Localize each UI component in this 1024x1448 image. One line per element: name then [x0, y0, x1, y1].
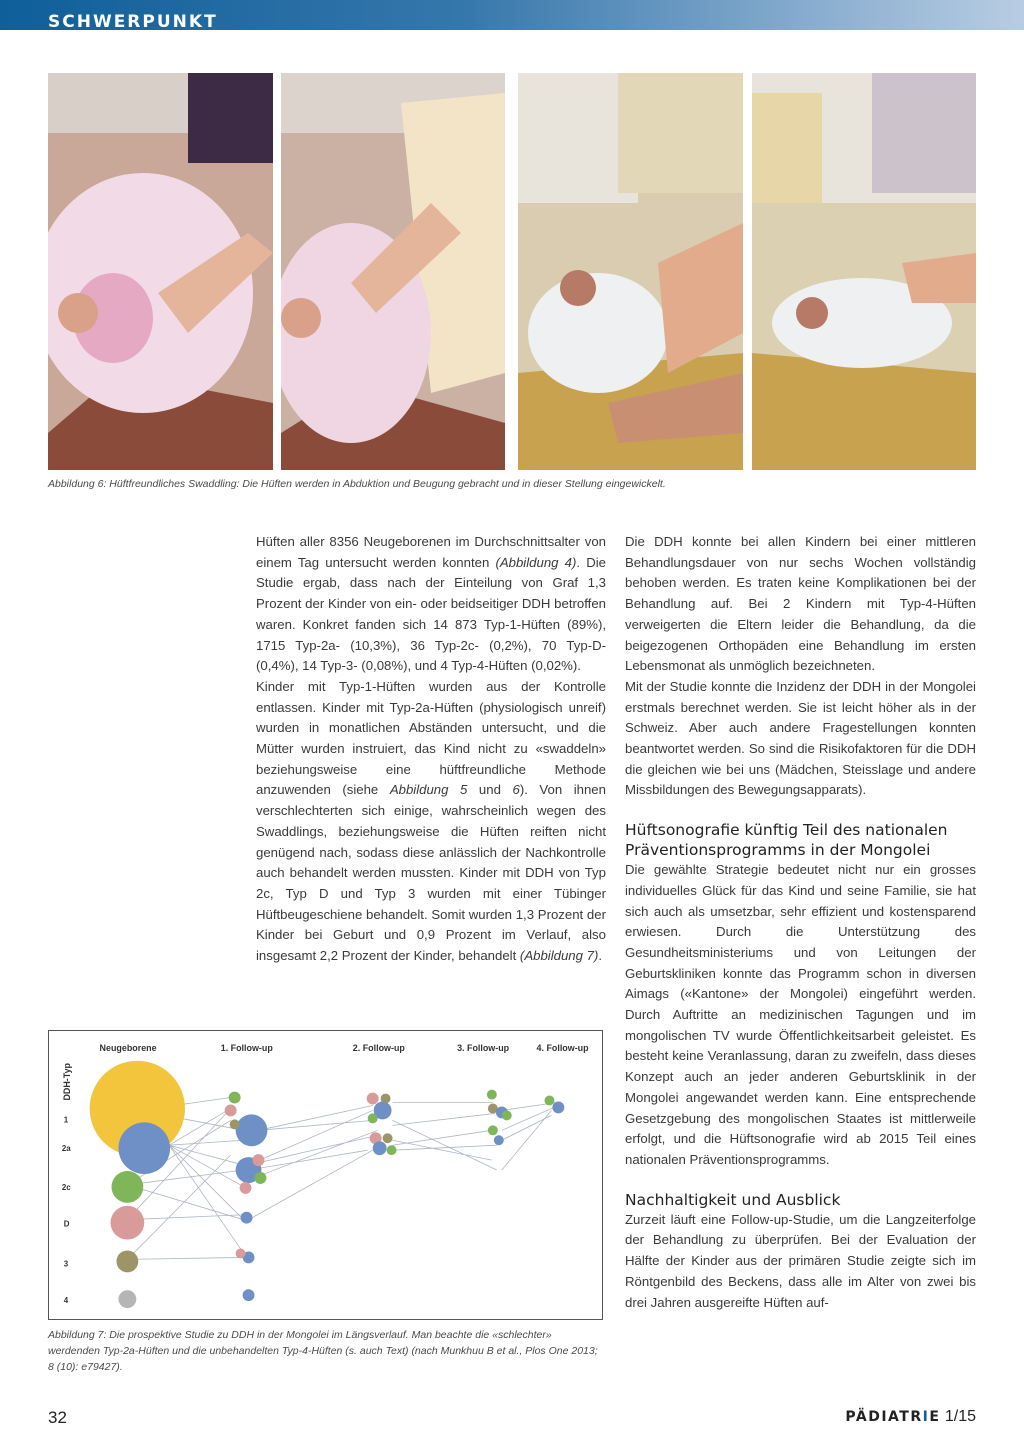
node-type2c	[111, 1171, 143, 1203]
column-label: 3. Follow-up	[457, 1042, 510, 1053]
text-column-right	[625, 532, 976, 1313]
row-label: 2a	[61, 1144, 71, 1154]
section-title: SCHWERPUNKT	[48, 12, 218, 32]
row-label: 1	[63, 1115, 69, 1125]
node-typeD	[110, 1206, 144, 1240]
row-label: 3	[63, 1259, 69, 1269]
figure7-caption: Abbildung 7: Die prospektive Studie zu DDH in der Mongolei im Längsverlauf. Man beachte die «schlechter» werdenden Typ-2a-Hüften und die unbehandelten Typ-4-Hüften (s. auch Text) (nach Munkhuu B et al., Plos One 2013; 8 (10): e79427).	[48, 1329, 598, 1373]
swaddling-photo-2	[281, 73, 505, 470]
issue-number: 1/15	[940, 1408, 976, 1425]
paragraph: Hüften aller 8356 Neugeborenen im Durchschnittsalter von einem Tag untersucht werden konnten (Abbildung 4). Die Studie ergab, dass nach der Einteilung von Graf 1,3 Prozent der Kinder von ein- oder beidseitiger DDH betroffen waren. Konkret fanden sich 14 873 Typ-1-Hüften (89%), 1715 Typ-2a- (10,3%), 36 Typ-2c- (0,2%), 70 Typ-D- (0,4%), 14 Typ-3- (0,08%), und 4 Typ-4-Hüften (0,02%).	[256, 534, 606, 674]
section-heading: Hüftsonografie künftig Teil des nationalen Präventionsprogramms in der Mongolei	[625, 821, 948, 860]
row-label: 4	[63, 1296, 69, 1306]
row-label: D	[63, 1219, 70, 1229]
page-number: 32	[48, 1408, 67, 1427]
column-label: 2. Follow-up	[352, 1042, 405, 1053]
paragraph: Die gewählte Strategie bedeutet nicht nur ein grosses individuelles Glück für das Kind und seine Familie, sie hat sich auch als umsetzbar, sehr effizient und kostensparend erwiesen. Durch die Unterstützung des Gesundheitsministeriums und von Leitungen der Geburtskliniken konnte das Programm schon in diversen Aimags («Kantone» der Mongolei) eingeführt werden. Durch Auftritte an medizinischen Tagungen und im mongolischen TV wurde Öffentlichkeitsarbeit geleistet. Es besteht keine Veranlassung, daran zu zweifeln, dass dieses Konzept auch an jeder anderen Geburtsklinik in der Mongolei angewandet werden kann. Eine entsprechende Gesetzgebung des mongolischen Staates ist mittlerweile erfolgt, und die Hüftsonografie wird ab 2015 Teil eines nationalen Präventionsprogramms.	[625, 862, 976, 1167]
paragraph: Zurzeit läuft eine Follow-up-Studie, um die Langzeiterfolge der Behandlung zu überprüfen. Bei der Evaluation der Hälfte der Kinder aus der primären Studie zeigte sich im Röntgenbild des Beckens, dass alle im Alter von zwei bis drei Jahren ausgereifte Hüften auf-	[625, 1211, 976, 1310]
swaddling-photo-4	[752, 73, 976, 470]
node-type3	[116, 1250, 138, 1272]
column-label: Neugeborene	[99, 1042, 157, 1053]
swaddling-photo-1	[48, 73, 273, 470]
journal-logo: PÄDIATRIE	[845, 1409, 941, 1425]
column-label: 4. Follow-up	[536, 1042, 589, 1053]
swaddling-photo-3	[518, 73, 743, 470]
figure6-caption: Abbildung 6: Hüftfreundliches Swaddling: Die Hüften werden in Abduktion und Beugung gebracht und in dieser Stellung eingewickelt.	[48, 478, 666, 490]
section-heading: Nachhaltigkeit und Ausblick	[625, 1190, 841, 1209]
row-label: 2c	[61, 1182, 71, 1192]
node-type4	[118, 1290, 136, 1308]
journal-footer	[845, 1408, 976, 1426]
axis-label: DDH-Typ	[61, 1063, 72, 1101]
paragraph: Kinder mit Typ-1-Hüften wurden aus der Kontrolle entlassen. Kinder mit Typ-2a-Hüften (physiologisch unreif) wurden in monatlichen Abständen untersucht, und die Mütter wurden instruiert, das Kind nicht zu «swaddeln» beziehungsweise eine hüftfreundliche Methode anzuwenden (siehe Abbildung 5 und 6). Von ihnen verschlechterten sich einige, wahrscheinlich wegen des Swaddlings, beziehungsweise die Hüften reiften nicht genügend nach, sodass diese anlässlich der Nachkontrolle auch behandelt werden mussten. Kinder mit DDH von Typ 2c, Typ D und Typ 3 wurden mit einer Tübinger Hüftbeugeschiene behandelt. Somit wurden 1,3 Prozent der Kinder bei Geburt und 0,9 Prozent im Verlauf, also insgesamt 2,2 Prozent der Kinder, behandelt (Abbildung 7).	[256, 678, 606, 964]
text-column-left	[256, 532, 606, 967]
figure7-diagram	[48, 1030, 603, 1320]
header-bar	[0, 0, 1024, 30]
paragraph: Mit der Studie konnte die Inzidenz der DDH in der Mongolei erstmals berechnet werden. Sie ist leicht höher als in der Schweiz. Aber auch andere Fragestellungen konnten beantwortet werden. So sind die Risikofaktoren für die DDH die gleichen wie bei uns (Mädchen, Steisslage und andere Missbildungen des Bewegungsapparats).	[625, 678, 976, 798]
column-label: 1. Follow-up	[220, 1042, 273, 1053]
paragraph: Die DDH konnte bei allen Kindern bei einer mittleren Behandlungsdauer von nur sechs Wochen vollständig behoben werden. Es traten keine Komplikationen bei der Behandlung auf. Bei 2 Kindern mit Typ-4-Hüften verweigerten die Eltern leider die Behandlung, da die beigezogenen Orthopäden eine Behandlung im ersten Lebensmonat als unmöglich bezeichneten.	[625, 534, 976, 674]
node-type2a	[118, 1122, 170, 1174]
